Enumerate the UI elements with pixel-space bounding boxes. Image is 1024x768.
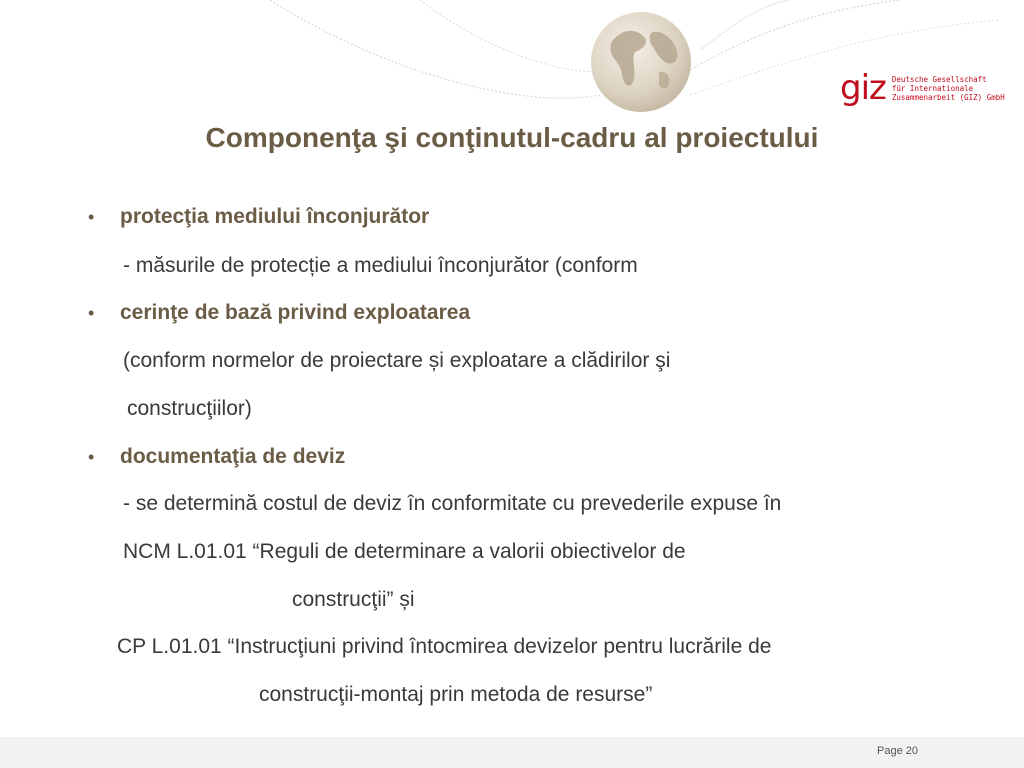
bullet-text: documentaţia de deviz xyxy=(120,445,346,468)
body-line: - măsurile de protecție a mediului înconjurător (conform xyxy=(123,254,638,277)
bullet-item xyxy=(88,204,430,230)
body-line: construcţii-montaj prin metoda de resurse” xyxy=(259,683,653,706)
bullet-icon: • xyxy=(88,447,95,467)
decorative-curves xyxy=(0,0,1024,130)
page-number: Page 20 xyxy=(877,745,918,757)
bullet-text: protecţia mediului înconjurător xyxy=(120,205,430,228)
giz-logo-text xyxy=(892,75,1005,102)
body-line: - se determină costul de deviz în conformitate cu prevederile expuse în xyxy=(123,492,782,515)
bullet-item xyxy=(88,444,346,470)
giz-logo xyxy=(840,68,1005,108)
body-line: CP L.01.01 “Instrucţiuni privind întocmirea devizelor pentru lucrările de xyxy=(117,635,772,658)
bullet-icon: • xyxy=(88,207,95,227)
footer-bar xyxy=(0,737,1024,768)
globe-icon xyxy=(589,10,693,114)
bullet-icon: • xyxy=(88,303,95,323)
bullet-text: cerinţe de bază privind exploatarea xyxy=(120,301,471,324)
body-line: NCM L.01.01 “Reguli de determinare a valorii obiectivelor de xyxy=(123,540,686,563)
body-line: construcţiilor) xyxy=(127,397,252,420)
bullet-item xyxy=(88,300,471,326)
giz-logo-mark: giz xyxy=(840,68,886,108)
logo-line: Zusammenarbeit (GIZ) GmbH xyxy=(891,92,1005,102)
slide-title: Componenţa şi conţinutul-cadru al proiectului xyxy=(205,122,819,153)
body-line: (conform normelor de proiectare și exploatare a clădirilor şi xyxy=(123,349,671,372)
body-line: construcţii” și xyxy=(292,588,415,611)
logo-line: Deutsche Gesellschaft xyxy=(891,74,987,84)
logo-line: für Internationale xyxy=(891,83,974,93)
